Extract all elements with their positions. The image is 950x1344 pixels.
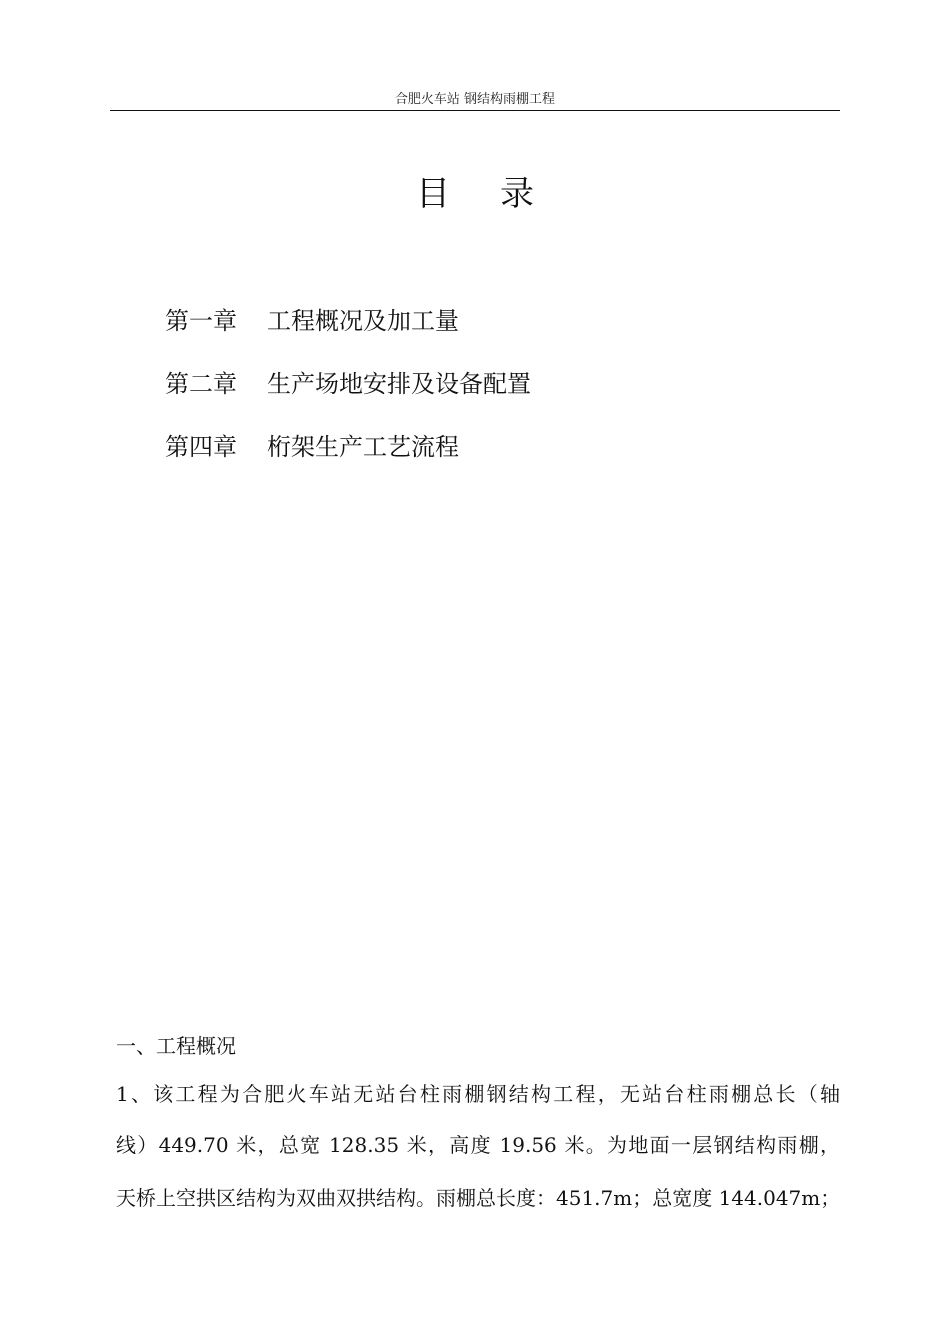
toc-title	[0, 172, 950, 216]
section-heading: 一、工程概况	[116, 1034, 236, 1058]
toc-entry-title: 工程概况及加工量	[267, 307, 459, 335]
toc-entry[interactable]	[165, 432, 459, 462]
toc-entry[interactable]	[165, 369, 531, 399]
toc-entry-chapter: 第四章	[165, 433, 237, 461]
body-text-line: 1、该工程为合肥火车站无站台柱雨棚钢结构工程，无站台柱雨棚总长（轴	[116, 1082, 840, 1106]
toc-entry[interactable]	[165, 306, 459, 336]
toc-entry-title: 生产场地安排及设备配置	[267, 370, 531, 398]
running-header: 合肥火车站 钢结构雨棚工程	[394, 92, 556, 107]
body-text-line: 线）449.70 米，总宽 128.35 米，高度 19.56 米。为地面一层钢结构雨棚，	[116, 1133, 840, 1157]
toc-entry-chapter: 第二章	[165, 370, 237, 398]
toc-title-char-1: 目	[416, 174, 450, 214]
toc-entry-title: 桁架生产工艺流程	[267, 433, 459, 461]
toc-entry-chapter: 第一章	[165, 307, 237, 335]
header-rule	[110, 110, 840, 111]
body-text-line: 天桥上空拱区结构为双曲双拱结构。雨棚总长度：451.7m；总宽度 144.047m；	[116, 1186, 841, 1210]
toc-title-char-2: 录	[500, 174, 534, 214]
